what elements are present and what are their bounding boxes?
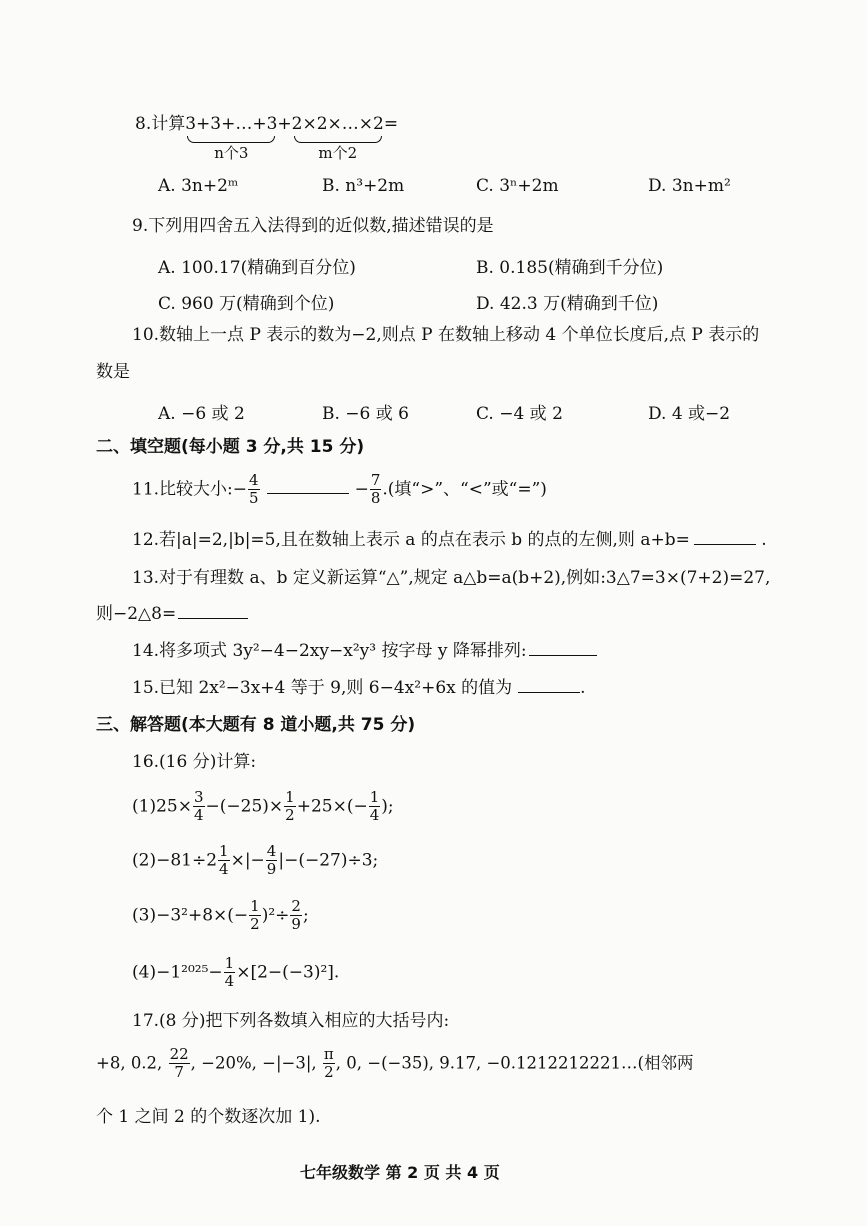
q15-answer-blank[interactable] (518, 691, 580, 693)
q9-option-d: D. 42.3 万(精确到千位) (476, 294, 659, 314)
q16-stem: 16.(16 分)计算: (132, 752, 257, 772)
question-14: 14.将多项式 3y²−4−2xy−x²y³ 按字母 y 降幂排列: (132, 641, 597, 662)
q16-part-1: (1)25× $\frac{3}{4}$ −(−25)× $\frac{1}{2}$ +25×(− $\frac{1}{4}$ ); (132, 788, 394, 825)
q8-brace-2-count: m个2 (318, 144, 358, 163)
q8-stem: 8.计算 (135, 114, 186, 134)
section-3-title: 三、解答题(本大题有 8 道小题,共 75 分) (96, 715, 416, 735)
q8-option-a: A. 3n+2ᵐ (158, 176, 239, 196)
q13-answer-blank[interactable] (178, 617, 248, 619)
question-13-line2: 则−2△8= (96, 604, 248, 625)
q9-option-c: C. 960 万(精确到个位) (158, 294, 335, 314)
q16-part-2: (2)−81÷2 $\frac{1}{4}$ ×|− $\frac{4}{9}$ |−(−27)÷3; (132, 842, 379, 879)
q12-answer-blank[interactable] (694, 543, 756, 545)
q16-part-4: (4)−1²⁰²⁵− $\frac{1}{4}$ ×[2−(−3)²]. (132, 954, 340, 991)
q10-option-a: A. −6 或 2 (158, 404, 245, 424)
q9-stem: 9.下列用四舍五入法得到的近似数,描述错误的是 (132, 216, 494, 236)
q17-numbers-line2: 个 1 之间 2 的个数逐次加 1). (96, 1107, 321, 1127)
q14-answer-blank[interactable] (529, 654, 597, 656)
page-footer: 七年级数学 第 2 页 共 4 页 (300, 1163, 500, 1182)
q8-brace-1: 3+3+…+3 n个3 (185, 114, 278, 163)
q16-part-3: (3)−3²+8×(− $\frac{1}{2}$ )²÷ $\frac{2}{9}$ ; (132, 897, 309, 934)
q9-option-a: A. 100.17(精确到百分位) (158, 258, 356, 278)
question-15: 15.已知 2x²−3x+4 等于 9,则 6−4x²+6x 的值为 . (132, 678, 586, 698)
q10-stem-line1: 10.数轴上一点 P 表示的数为−2,则点 P 在数轴上移动 4 个单位长度后,点 P 表示的 (132, 325, 760, 345)
q8-option-d: D. 3n+m² (648, 176, 731, 196)
q17-numbers-line1: +8, 0.2, $\frac{22}{7}$ , −20%, −|−3|, $\frac{\pi}{2}$ , 0, −(−35), 9.17, −0.1212212221…(相邻两 (96, 1045, 694, 1082)
q17-stem: 17.(8 分)把下列各数填入相应的大括号内: (132, 1011, 450, 1031)
q8-brace-1-count: n个3 (214, 144, 249, 163)
q10-option-d: D. 4 或−2 (648, 404, 731, 424)
q11-fraction-2: $\frac{7}{8}$ (370, 471, 381, 508)
q9-option-b: B. 0.185(精确到千分位) (476, 258, 664, 278)
q10-option-b: B. −6 或 6 (322, 404, 409, 424)
q11-answer-blank[interactable] (267, 492, 349, 494)
q8-option-c: C. 3ⁿ+2m (476, 176, 559, 196)
q10-option-c: C. −4 或 2 (476, 404, 563, 424)
q11-fraction-1: $\frac{4}{5}$ (249, 471, 259, 508)
question-11: 11.比较大小:− $\frac{4}{5}$ − $\frac{7}{8}$ .(填“>”、“<”或“=”) (132, 471, 547, 508)
q8-brace-2: 2×2×…×2 m个2 (291, 114, 384, 163)
q10-stem-line2: 数是 (96, 362, 130, 382)
question-12: 12.若|a|=2,|b|=5,且在数轴上表示 a 的点在表示 b 的点的左侧,则 a+b= . (132, 530, 767, 550)
q8-option-b: B. n³+2m (322, 176, 405, 196)
question-8: 8.计算 3+3+…+3 n个3 + 2×2×…×2 m个2 = (135, 114, 399, 163)
q13-line1: 13.对于有理数 a、b 定义新运算“△”,规定 a△b=a(b+2),例如:3△7=3×(7+2)=27, (132, 568, 771, 588)
section-2-title: 二、填空题(每小题 3 分,共 15 分) (96, 437, 365, 457)
